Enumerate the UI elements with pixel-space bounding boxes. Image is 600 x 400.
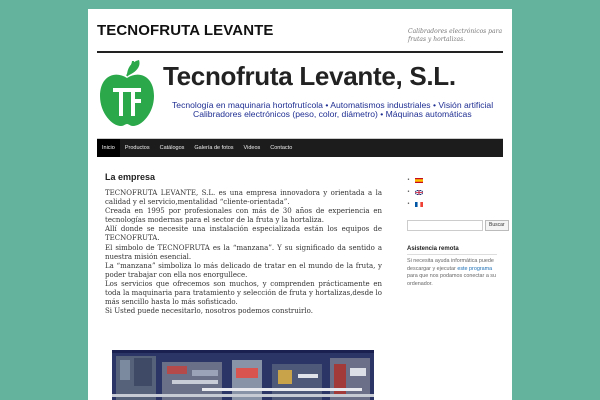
paragraph: La “manzana” simboliza lo más delicado de tratar en el mundo de la fruta, y poder trabajar con ella nos enorgullece. bbox=[105, 261, 382, 279]
bullet-icon: • bbox=[407, 189, 410, 195]
bullet-icon: • bbox=[407, 177, 410, 183]
spanish-flag-icon[interactable] bbox=[415, 178, 423, 183]
remote-assistance-title: Asistencia remota bbox=[407, 246, 497, 255]
nav-item-contacto[interactable]: Contacto bbox=[270, 145, 293, 151]
factory-photo bbox=[112, 350, 374, 400]
banner-tagline-2: Calibradores electrónicos (peso, color, diámetro) • Máquinas automáticas bbox=[193, 109, 472, 119]
nav-item-productos[interactable]: Productos bbox=[124, 145, 150, 151]
language-item[interactable] bbox=[407, 174, 497, 186]
language-list bbox=[407, 174, 497, 210]
remote-program-link[interactable]: este programa bbox=[457, 265, 493, 272]
paragraph: Creada en 1995 por profesionales con más de 30 años de experiencia en tecnologías modernas para el sector de la fruta y la hortaliza. bbox=[105, 207, 382, 225]
header-divider bbox=[97, 51, 503, 53]
nav-item-inicio[interactable]: Inicio bbox=[97, 139, 120, 157]
bullet-icon: • bbox=[407, 201, 410, 207]
search-input[interactable] bbox=[407, 220, 483, 231]
site-description: Calibradores electrónicos para frutas y hortalizas. bbox=[408, 28, 503, 43]
page-container bbox=[88, 9, 512, 400]
factory-photo-image bbox=[112, 350, 374, 400]
header-banner[interactable] bbox=[97, 58, 503, 136]
page-title: La empresa bbox=[105, 172, 156, 182]
nav-item-galeria[interactable]: Galería de fotos bbox=[194, 145, 234, 151]
banner-company-name: Tecnofruta Levante, S.L. bbox=[163, 61, 456, 91]
site-title[interactable]: TECNOFRUTA LEVANTE bbox=[97, 22, 274, 39]
search-form bbox=[407, 220, 509, 231]
paragraph: El simbolo de TECNOFRUTA es la “manzana”. Y su significado da sentido a nuestra misión esencial. bbox=[105, 243, 382, 261]
main-nav bbox=[97, 139, 503, 157]
paragraph: Allí donde se necesite una instalación especializada están los equipos de TECNOFRUTA. bbox=[105, 225, 382, 243]
english-flag-icon[interactable] bbox=[415, 190, 423, 195]
remote-text-before: Si necesita ayuda informática puede descargar y ejecutar bbox=[407, 258, 494, 272]
language-item[interactable] bbox=[407, 186, 497, 198]
paragraph: Si Usted puede necesitarlo, nosotros podemos construirlo. bbox=[105, 307, 313, 316]
remote-text-after: para que nos podamos conectar a su ordenador. bbox=[407, 273, 497, 287]
nav-item-videos[interactable]: Videos bbox=[243, 145, 261, 151]
search-button[interactable]: Buscar bbox=[485, 220, 509, 231]
language-item[interactable] bbox=[407, 198, 497, 210]
paragraph: Los servicios que ofrecemos son muchos, y comprenden prácticamente en toda la maquinaria para tratamiento y selección de fruta y hortalizas,desde lo más sencillo hasta lo más sofisticado. bbox=[105, 279, 382, 307]
banner-tagline-1: Tecnología en maquinaria hortofrutícola • Automatismos industriales • Visión artificial bbox=[172, 100, 494, 110]
nav-item-catalogos[interactable]: Catálogos bbox=[159, 145, 185, 151]
main-content bbox=[105, 172, 382, 316]
apple-logo-icon bbox=[97, 58, 157, 128]
french-flag-icon[interactable] bbox=[415, 202, 423, 207]
paragraph: TECNOFRUTA LEVANTE, S.L. es una empresa innovadora y orientada a la calidad y el servicio,mentalidad “cliente-orientada”. bbox=[105, 189, 382, 207]
remote-assistance-text bbox=[407, 258, 497, 288]
